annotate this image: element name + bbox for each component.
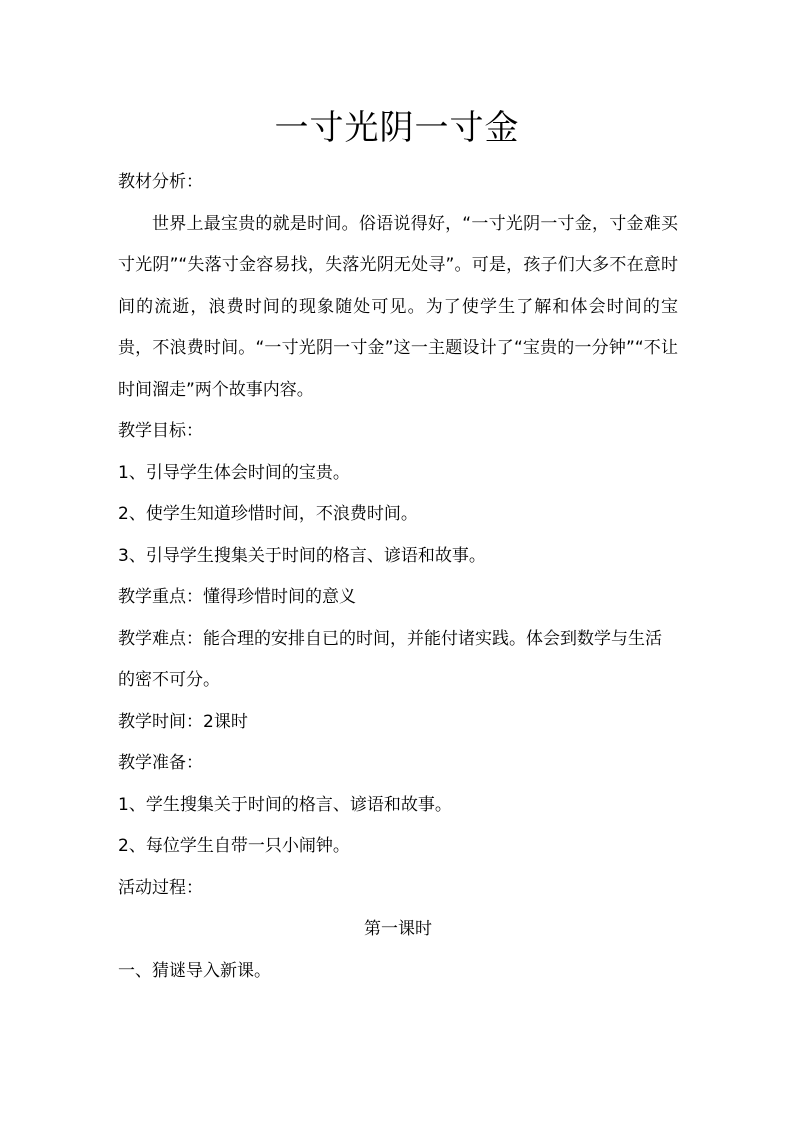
preparation-heading: 教学准备：: [118, 753, 203, 773]
key-point: 教学重点：懂得珍惜时间的意义: [118, 587, 356, 607]
goal-item: 3、引导学生搜集关于时间的格言、谚语和故事。: [118, 545, 486, 566]
teaching-time: 教学时间：2课时: [118, 711, 248, 732]
goal-item: 1、引导学生体会时间的宝贵。: [118, 462, 350, 483]
preparation-item: 1、学生搜集关于时间的格言、谚语和故事。: [118, 794, 452, 815]
document-body: [118, 162, 678, 992]
step-one: 一、猜谜导入新课。: [118, 960, 271, 981]
difficult-point: 教学难点：能合理的安排自已的时间，并能付诸实践。体会到数学与生活的密不可分。: [118, 628, 662, 690]
document-title: 一寸光阴一寸金: [274, 108, 520, 148]
goal-item: 2、使学生知道珍惜时间，不浪费时间。: [118, 504, 418, 524]
process-heading: 活动过程：: [118, 877, 203, 898]
goals-heading: 教学目标：: [118, 421, 203, 441]
preparation-item: 2、每位学生自带一只小闹钟。: [118, 836, 350, 856]
analysis-heading: 教材分析：: [118, 172, 203, 192]
analysis-paragraph: 世界上最宝贵的就是时间。俗语说得好，“一寸光阴一寸金，寸金难买寸光阴”“失落寸金容易找，失落光阴无处寻”。可是，孩子们大多不在意时间的流逝，浪费时间的现象随处可见。为了使学生了解和体会时间的宝贵，不浪费时间。“一寸光阴一寸金”这一主题设计了“宝贵的一分钟”“不让时间溜走”两个故事内容。: [118, 213, 678, 400]
lesson-heading: 第一课时: [364, 919, 432, 939]
